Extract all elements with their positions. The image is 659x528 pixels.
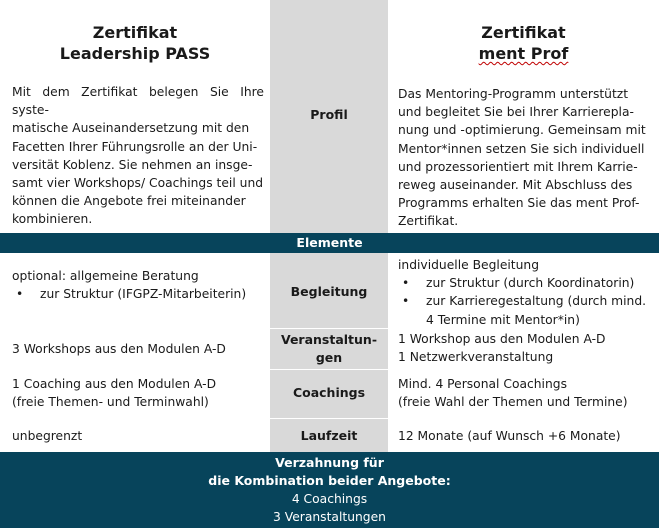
list-item: • zur Struktur (IFGPZ-Mitarbeiterin) <box>12 285 264 303</box>
row-divider <box>0 418 659 419</box>
row-divider <box>0 328 659 329</box>
profil-left-line: können die Angebote frei miteinander <box>12 194 246 209</box>
begleitung-left-text: optional: allgemeine Beratung <box>12 269 199 283</box>
elemente-band <box>0 233 659 253</box>
left-header-line1: Zertifikat <box>92 23 178 42</box>
profil-right-line: Mentor*innen setzen Sie sich individuell <box>398 141 645 156</box>
profil-left-text <box>12 83 264 229</box>
coachings-label: Coachings <box>292 385 366 400</box>
profil-left-line: samt vier Workshops/ Coachings teil und <box>12 176 264 191</box>
coachings-right-line2: (freie Wahl der Themen und Termine) <box>398 395 628 410</box>
verzahnung-title-line1: Verzahnung für <box>275 455 384 470</box>
profil-left-line: matische Auseinandersetzung mit den <box>12 121 250 136</box>
profil-right-line: Programms erhalten Sie das ment Prof- <box>398 196 640 211</box>
right-header-line2: ment Prof <box>478 44 569 63</box>
profil-left-line: Mit dem Zertifikat belegen Sie Ihre syste- <box>12 85 264 118</box>
laufzeit-label: Laufzeit <box>300 428 358 443</box>
left-header <box>0 22 270 64</box>
profil-right-line: und begleitet Sie bei Ihrer Karrierepla- <box>398 105 634 120</box>
verzahnung-item: 3 Veranstaltungen <box>273 510 386 525</box>
laufzeit-right: 12 Monate (auf Wunsch +6 Monate) <box>398 429 621 443</box>
profil-left-line: Facetten Ihrer Führungsrolle an der Uni- <box>12 139 258 154</box>
list-item: • zur Karrieregestaltung (durch mind. <box>398 292 656 310</box>
begleitung-right-list <box>398 274 656 310</box>
coachings-left-line1: 1 Coaching aus den Modulen A-D <box>12 377 217 391</box>
laufzeit-left: unbegrenzt <box>12 429 83 443</box>
veranstaltungen-label <box>270 331 388 367</box>
begleitung-left-list <box>12 285 264 303</box>
profil-right-line: Das Mentoring-Programm unterstützt <box>398 87 629 101</box>
profil-left-line: kombinieren. <box>12 212 93 227</box>
profil-right-line: und prozessorientiert mit Ihrem Karrie- <box>398 159 638 174</box>
right-header-line1: Zertifikat <box>481 23 566 42</box>
verzahnung-item: 4 Coachings <box>291 492 368 506</box>
list-item: • zur Struktur (durch Koordinatorin) <box>398 274 656 292</box>
begleitung-left <box>12 267 264 303</box>
profil-right-line: Zertifikat. <box>398 214 459 229</box>
veranstaltungen-right-line2: 1 Netzwerkveranstaltung <box>398 350 554 365</box>
coachings-left <box>12 375 264 411</box>
coachings-right-line1: Mind. 4 Personal Coachings <box>398 377 567 391</box>
veranstaltungen-label-line1: Veranstaltun- <box>280 332 378 347</box>
begleitung-right <box>398 256 656 329</box>
veranstaltungen-left: 3 Workshops aus den Modulen A-D <box>12 342 226 356</box>
verzahnung-title-line2: die Kombination beider Angebote: <box>208 473 451 488</box>
elemente-title: Elemente <box>296 235 363 250</box>
profil-right-line: reweg auseinander. Mit Abschluss des <box>398 178 633 193</box>
begleitung-right-continuation: 4 Termine mit Mentor*in) <box>426 312 580 327</box>
profil-label: Profil <box>310 107 348 122</box>
left-header-line2: Leadership PASS <box>59 44 211 63</box>
begleitung-right-text: individuelle Begleitung <box>398 258 540 272</box>
veranstaltungen-right-line1: 1 Workshop aus den Modulen A-D <box>398 332 606 346</box>
begleitung-label: Begleitung <box>290 284 368 299</box>
profil-right-line: nung und -optimierung. Gemeinsam mit <box>398 123 646 138</box>
coachings-right <box>398 375 656 411</box>
row-divider <box>0 369 659 370</box>
verzahnung-band <box>0 452 659 528</box>
profil-left-line: versität Koblenz. Sie nehmen an insge- <box>12 157 253 172</box>
coachings-left-line2: (freie Themen- und Terminwahl) <box>12 395 209 410</box>
profil-right-text <box>398 85 648 231</box>
veranstaltungen-label-line2: gen <box>315 350 343 365</box>
right-header <box>388 22 659 64</box>
veranstaltungen-right <box>398 330 656 366</box>
